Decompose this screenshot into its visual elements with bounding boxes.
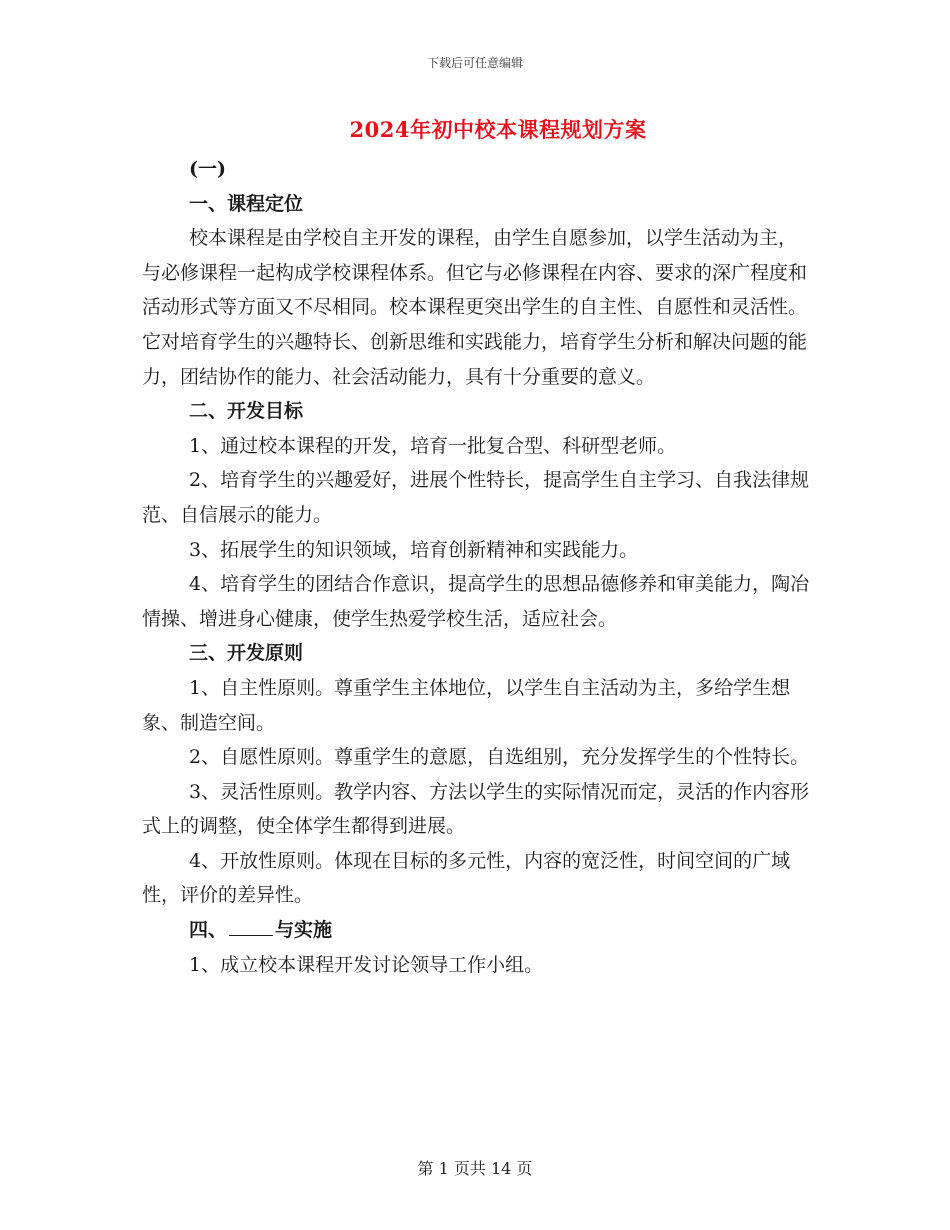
document-body	[142, 152, 812, 982]
principle-item-1: 1、自主性原则。尊重学生主体地位，以学生自主活动为主，多给学生想象、制造空间。	[142, 676, 791, 734]
section-heading-principles: 三、开发原则	[189, 642, 304, 665]
goal-item-1: 1、通过校本课程的开发，培育一批复合型、科研型老师。	[189, 434, 677, 457]
paragraph-positioning: 校本课程是由学校自主开发的课程，由学生自愿参加，以学生活动为主，与必修课程一起构成学校课程体系。但它与必修课程在内容、要求的深广程度和活动形式等方面又不尽相同。校本课程更突出学生的自主性、自愿性和灵活性。它对培育学生的兴趣特长、创新思维和实践能力，培育学生分析和解决问题的能力，团结协作的能力、社会活动能力，具有十分重要的意义。	[142, 227, 808, 388]
goal-item-4: 4、培育学生的团结合作意识，提高学生的思想品德修养和审美能力，陶冶情操、增进身心健康，使学生热爱学校生活，适应社会。	[142, 573, 810, 630]
principle-item-2: 2、自愿性原则。尊重学生的意愿，自选组别，充分发挥学生的个性特长。	[189, 746, 810, 769]
section-heading-implementation	[142, 913, 812, 948]
part-label: (一)	[189, 158, 226, 180]
page-footer: 第 1 页共 14 页	[417, 1159, 533, 1178]
implementation-item-1: 1、成立校本课程开发讨论领导工作小组。	[189, 953, 544, 976]
principle-item-4: 4、开放性原则。体现在目标的多元性，内容的宽泛性，时间空间的广域性，评价的差异性。	[142, 849, 791, 907]
heading-prefix: 四、	[189, 919, 228, 942]
goal-item-3: 3、拓展学生的知识领域，培育创新精神和实践能力。	[189, 538, 639, 561]
section-heading-goals: 二、开发目标	[189, 400, 304, 423]
document-title: 2024年初中校本课程规划方案	[349, 117, 647, 142]
heading-suffix: 与实施	[275, 919, 333, 942]
principle-item-3: 3、灵活性原则。教学内容、方法以学生的实际情况而定，灵活的作内容形式上的调整，使全体学生都得到进展。	[142, 780, 810, 838]
blank-underline	[229, 917, 273, 936]
header-note: 下载后可任意编辑	[426, 56, 523, 70]
goal-item-2: 2、培育学生的兴趣爱好，进展个性特长，提高学生自主学习、自我法律规范、自信展示的能力。	[142, 469, 810, 526]
section-heading-positioning: 一、课程定位	[189, 192, 304, 215]
